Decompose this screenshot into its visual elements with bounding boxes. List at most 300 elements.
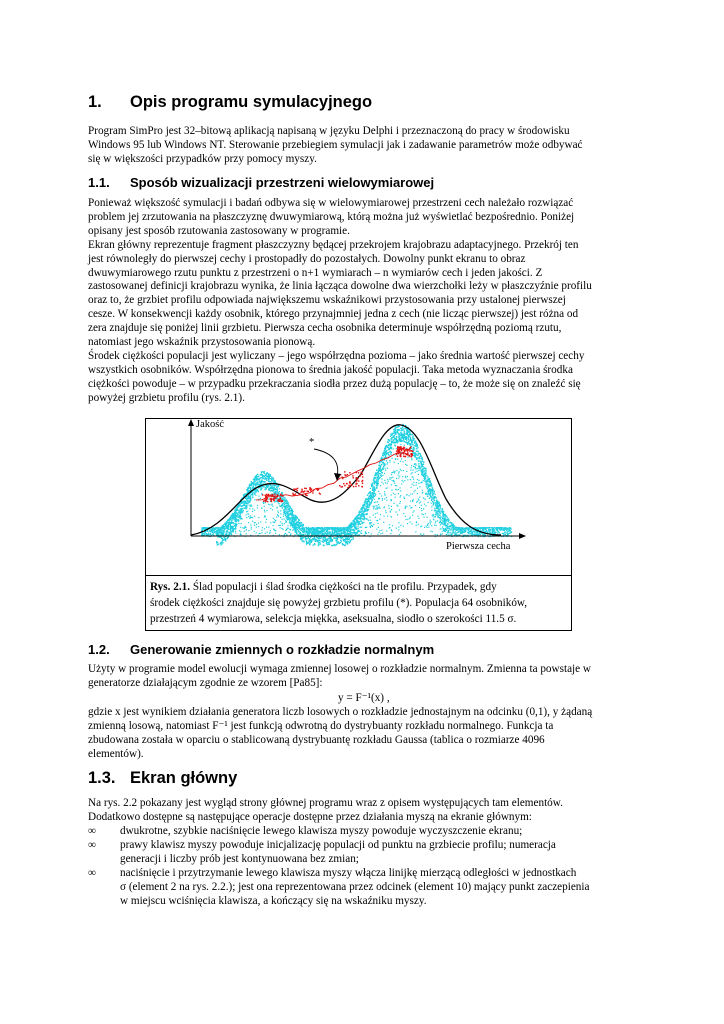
cloud-point bbox=[240, 534, 241, 535]
cloud-point bbox=[410, 494, 411, 495]
cloud-point bbox=[391, 474, 392, 475]
cloud-point bbox=[438, 514, 439, 515]
trail-point bbox=[405, 449, 406, 450]
cloud-point bbox=[426, 527, 427, 528]
cloud-point bbox=[317, 540, 318, 541]
trail-point bbox=[280, 494, 281, 495]
cloud-point bbox=[393, 472, 394, 473]
cloud-point bbox=[434, 508, 435, 509]
section-1-2-title: Generowanie zmiennych o rozkładzie normalnym bbox=[130, 642, 435, 657]
cloud-point bbox=[427, 525, 428, 526]
cloud-point bbox=[369, 505, 370, 506]
cloud-point bbox=[227, 528, 228, 529]
cloud-point bbox=[415, 465, 416, 466]
cloud-point bbox=[224, 528, 225, 529]
cloud-point bbox=[406, 494, 407, 495]
cloud-point bbox=[343, 533, 344, 534]
cloud-point bbox=[340, 531, 341, 532]
cloud-point bbox=[381, 479, 382, 480]
cloud-point bbox=[286, 516, 287, 517]
cloud-point bbox=[430, 482, 431, 483]
cloud-point bbox=[381, 495, 382, 496]
cloud-point bbox=[300, 528, 301, 529]
cloud-point bbox=[463, 527, 464, 528]
cloud-point bbox=[410, 444, 411, 445]
trail-point bbox=[356, 478, 357, 479]
trail-point bbox=[362, 483, 363, 484]
cloud-point bbox=[422, 472, 423, 473]
trail-point bbox=[306, 488, 307, 489]
cloud-point bbox=[283, 511, 284, 512]
cloud-point bbox=[353, 529, 354, 530]
cloud-point bbox=[505, 532, 506, 533]
cloud-point bbox=[267, 532, 268, 533]
cloud-point bbox=[330, 534, 331, 535]
cloud-point bbox=[417, 479, 418, 480]
trail-point bbox=[300, 492, 301, 493]
cloud-point bbox=[378, 504, 379, 505]
cloud-point bbox=[409, 443, 410, 444]
cloud-point bbox=[255, 491, 256, 492]
cloud-point bbox=[246, 508, 247, 509]
cloud-point bbox=[435, 516, 436, 517]
cloud-point bbox=[431, 525, 432, 526]
cloud-point bbox=[399, 471, 400, 472]
cloud-point bbox=[235, 531, 236, 532]
trail-point bbox=[404, 451, 405, 452]
cloud-point bbox=[386, 500, 387, 501]
trail-point bbox=[403, 456, 404, 457]
cloud-point bbox=[268, 477, 269, 478]
cloud-point bbox=[341, 540, 342, 541]
cloud-point bbox=[235, 511, 236, 512]
section-1-paragraph bbox=[88, 125, 640, 167]
cloud-point bbox=[299, 522, 300, 523]
cloud-point bbox=[383, 462, 384, 463]
cloud-point bbox=[284, 513, 285, 514]
cloud-point bbox=[222, 542, 223, 543]
cloud-point bbox=[375, 477, 376, 478]
figure-2-1 bbox=[145, 418, 572, 631]
cloud-point bbox=[385, 482, 386, 483]
cloud-point bbox=[384, 465, 385, 466]
cloud-point bbox=[383, 455, 384, 456]
cloud-point bbox=[300, 524, 301, 525]
cloud-point bbox=[284, 523, 285, 524]
cloud-point bbox=[441, 508, 442, 509]
cloud-point bbox=[435, 494, 436, 495]
text-line: oraz to, że grzbiet profilu odpowiada największemu wskaźnikowi przystosowania przy ustalonej pierwszej bbox=[88, 294, 566, 307]
cloud-point bbox=[259, 478, 260, 479]
cloud-point bbox=[355, 517, 356, 518]
cloud-point bbox=[396, 470, 397, 471]
cloud-point bbox=[500, 527, 501, 528]
cloud-point bbox=[284, 506, 285, 507]
cloud-point bbox=[202, 529, 203, 530]
cloud-point bbox=[286, 528, 287, 529]
cloud-point bbox=[437, 534, 438, 535]
cloud-point bbox=[418, 480, 419, 481]
cloud-point bbox=[390, 454, 391, 455]
cloud-point bbox=[480, 528, 481, 529]
trail-point bbox=[304, 491, 305, 492]
cloud-point bbox=[294, 525, 295, 526]
cloud-point bbox=[503, 530, 504, 531]
cloud-point bbox=[442, 517, 443, 518]
text-line: elementów). bbox=[88, 747, 144, 760]
cloud-point bbox=[463, 532, 464, 533]
cloud-point bbox=[394, 435, 395, 436]
trail-point bbox=[339, 485, 340, 486]
cloud-point bbox=[441, 522, 442, 523]
cloud-point bbox=[364, 508, 365, 509]
cloud-point bbox=[225, 534, 226, 535]
cloud-point bbox=[438, 506, 439, 507]
trail-point bbox=[361, 481, 362, 482]
cloud-point bbox=[416, 451, 417, 452]
cloud-point bbox=[374, 499, 375, 500]
cloud-point bbox=[455, 527, 456, 528]
cloud-point bbox=[415, 441, 416, 442]
cloud-point bbox=[258, 517, 259, 518]
cloud-point bbox=[423, 508, 424, 509]
cloud-point bbox=[416, 448, 417, 449]
cloud-point bbox=[266, 474, 267, 475]
cloud-point bbox=[452, 532, 453, 533]
trail-point bbox=[306, 495, 307, 496]
cloud-point bbox=[241, 523, 242, 524]
trail-point bbox=[297, 490, 298, 491]
cloud-point bbox=[373, 491, 374, 492]
cloud-point bbox=[332, 534, 333, 535]
cloud-point bbox=[362, 511, 363, 512]
cloud-point bbox=[420, 526, 421, 527]
cloud-point bbox=[290, 533, 291, 534]
trail-point bbox=[356, 483, 357, 484]
cloud-point bbox=[283, 514, 284, 515]
cloud-point bbox=[385, 468, 386, 469]
cloud-point bbox=[442, 527, 443, 528]
cloud-point bbox=[417, 457, 418, 458]
cloud-point bbox=[387, 441, 388, 442]
cloud-point bbox=[217, 533, 218, 534]
cloud-point bbox=[305, 527, 306, 528]
cloud-point bbox=[356, 519, 357, 520]
cloud-point bbox=[449, 522, 450, 523]
cloud-point bbox=[378, 527, 379, 528]
cloud-point bbox=[438, 517, 439, 518]
cloud-point bbox=[259, 533, 260, 534]
cloud-point bbox=[457, 532, 458, 533]
cloud-point bbox=[443, 518, 444, 519]
cloud-point bbox=[411, 459, 412, 460]
cloud-point bbox=[474, 531, 475, 532]
cloud-point bbox=[244, 493, 245, 494]
cloud-point bbox=[323, 545, 324, 546]
trail-point bbox=[400, 456, 401, 457]
list-item bbox=[88, 825, 648, 839]
cloud-point bbox=[277, 510, 278, 511]
trail-point bbox=[262, 494, 263, 495]
cloud-point bbox=[239, 515, 240, 516]
text-line: σ (element 2 na rys. 2.2.); jest ona reprezentowana przez odcinek (element 10) mający punkt zaczepienia bbox=[120, 880, 590, 893]
cloud-point bbox=[399, 433, 400, 434]
cloud-point bbox=[423, 468, 424, 469]
section-1-2-paragraph-b bbox=[88, 706, 640, 762]
trail-point bbox=[410, 454, 411, 455]
cloud-point bbox=[469, 531, 470, 532]
cloud-point bbox=[286, 521, 287, 522]
cloud-point bbox=[306, 530, 307, 531]
cloud-point bbox=[416, 482, 417, 483]
cloud-point bbox=[314, 536, 315, 537]
cloud-point bbox=[408, 441, 409, 442]
cloud-point bbox=[444, 521, 445, 522]
cloud-point bbox=[222, 530, 223, 531]
cloud-point bbox=[497, 529, 498, 530]
cloud-point bbox=[387, 468, 388, 469]
cloud-point bbox=[290, 510, 291, 511]
cloud-point bbox=[440, 528, 441, 529]
cloud-point bbox=[394, 444, 395, 445]
cloud-point bbox=[293, 524, 294, 525]
cloud-point bbox=[433, 516, 434, 517]
text-line: Dodatkowo dostępne są następujące operacje dostępne przez działania myszą na ekranie głównym: bbox=[88, 810, 532, 823]
text-line: zera znajduje się poniżej linii grzbietu. Pierwsza cecha osobnika determinuje współrzędną poziomą rzutu, bbox=[88, 322, 562, 335]
infinity-bullet-icon: ∞ bbox=[88, 866, 96, 879]
cloud-point bbox=[290, 522, 291, 523]
cloud-point bbox=[316, 531, 317, 532]
cloud-point bbox=[298, 524, 299, 525]
cloud-point bbox=[497, 527, 498, 528]
cloud-point bbox=[391, 494, 392, 495]
cloud-point bbox=[205, 533, 206, 534]
cloud-point bbox=[252, 517, 253, 518]
cloud-point bbox=[376, 469, 377, 470]
cloud-point bbox=[256, 527, 257, 528]
cloud-point bbox=[370, 527, 371, 528]
cloud-point bbox=[393, 439, 394, 440]
cloud-point bbox=[398, 463, 399, 464]
cloud-point bbox=[347, 529, 348, 530]
cloud-point bbox=[431, 506, 432, 507]
cloud-point bbox=[348, 525, 349, 526]
cloud-point bbox=[325, 537, 326, 538]
cloud-point bbox=[315, 529, 316, 530]
cloud-point bbox=[285, 497, 286, 498]
trail-point bbox=[265, 500, 266, 501]
cloud-point bbox=[420, 468, 421, 469]
cloud-point bbox=[306, 542, 307, 543]
cloud-point bbox=[275, 485, 276, 486]
cloud-point bbox=[283, 516, 284, 517]
cloud-point bbox=[396, 505, 397, 506]
cloud-point bbox=[257, 489, 258, 490]
cloud-point bbox=[365, 511, 366, 512]
cloud-point bbox=[326, 531, 327, 532]
cloud-point bbox=[407, 442, 408, 443]
cloud-point bbox=[441, 519, 442, 520]
cloud-point bbox=[217, 532, 218, 533]
cloud-point bbox=[418, 453, 419, 454]
cloud-point bbox=[242, 527, 243, 528]
cloud-point bbox=[433, 503, 434, 504]
cloud-point bbox=[322, 538, 323, 539]
cloud-point bbox=[398, 493, 399, 494]
cloud-point bbox=[270, 488, 271, 489]
cloud-point bbox=[391, 500, 392, 501]
cloud-point bbox=[286, 500, 287, 501]
cloud-point bbox=[359, 523, 360, 524]
cloud-point bbox=[432, 497, 433, 498]
cloud-point bbox=[277, 490, 278, 491]
cloud-point bbox=[377, 481, 378, 482]
cloud-point bbox=[327, 538, 328, 539]
cloud-point bbox=[372, 483, 373, 484]
cloud-point bbox=[327, 529, 328, 530]
cloud-point bbox=[368, 532, 369, 533]
cloud-point bbox=[329, 543, 330, 544]
cloud-point bbox=[460, 529, 461, 530]
cloud-point bbox=[231, 532, 232, 533]
cloud-point bbox=[394, 483, 395, 484]
cloud-point bbox=[393, 448, 394, 449]
cloud-point bbox=[308, 542, 309, 543]
cloud-point bbox=[373, 515, 374, 516]
cloud-point bbox=[336, 544, 337, 545]
cloud-point bbox=[478, 534, 479, 535]
cloud-point bbox=[399, 476, 400, 477]
cloud-point bbox=[439, 515, 440, 516]
trail-point bbox=[267, 501, 268, 502]
cloud-point bbox=[282, 504, 283, 505]
cloud-point bbox=[412, 436, 413, 437]
cloud-point bbox=[352, 532, 353, 533]
cloud-point bbox=[256, 532, 257, 533]
cloud-point bbox=[236, 513, 237, 514]
text-line: Ekran główny reprezentuje fragment płaszczyzny będącej przekrojem krajobrazu adaptacyjnego. Przekrój ten bbox=[88, 238, 579, 251]
cloud-point bbox=[380, 533, 381, 534]
cloud-point bbox=[434, 493, 435, 494]
cloud-point bbox=[374, 481, 375, 482]
trail-point bbox=[403, 448, 404, 449]
cloud-point bbox=[302, 526, 303, 527]
cloud-point bbox=[451, 523, 452, 524]
cloud-point bbox=[384, 516, 385, 517]
cloud-point bbox=[416, 522, 417, 523]
cloud-point bbox=[251, 527, 252, 528]
trail-point bbox=[280, 500, 281, 501]
cloud-point bbox=[225, 540, 226, 541]
cloud-point bbox=[338, 530, 339, 531]
cloud-point bbox=[458, 534, 459, 535]
cloud-point bbox=[455, 531, 456, 532]
cloud-point bbox=[300, 538, 301, 539]
cloud-point bbox=[455, 529, 456, 530]
trail-point bbox=[345, 475, 346, 476]
trail-point bbox=[280, 497, 281, 498]
cloud-point bbox=[400, 490, 401, 491]
cloud-point bbox=[282, 523, 283, 524]
cloud-point bbox=[203, 527, 204, 528]
cloud-point bbox=[408, 436, 409, 437]
cloud-point bbox=[201, 534, 202, 535]
cloud-point bbox=[484, 534, 485, 535]
cloud-point bbox=[331, 540, 332, 541]
trail-point bbox=[344, 471, 345, 472]
cloud-point bbox=[376, 485, 377, 486]
cloud-point bbox=[432, 494, 433, 495]
cloud-point bbox=[419, 453, 420, 454]
cloud-point bbox=[268, 489, 269, 490]
cloud-point bbox=[410, 501, 411, 502]
cloud-point bbox=[393, 470, 394, 471]
cloud-point bbox=[419, 457, 420, 458]
cloud-point bbox=[232, 528, 233, 529]
cloud-point bbox=[371, 522, 372, 523]
cloud-point bbox=[503, 527, 504, 528]
cloud-point bbox=[382, 472, 383, 473]
text-line: wszystkich osobników. Współrzędna pionowa to średnia jakość populacji. Taka metoda wyznaczania środka bbox=[88, 363, 573, 376]
cloud-point bbox=[387, 483, 388, 484]
cloud-point bbox=[379, 532, 380, 533]
cloud-point bbox=[386, 445, 387, 446]
cloud-point bbox=[435, 496, 436, 497]
cloud-point bbox=[491, 527, 492, 528]
cloud-point bbox=[420, 456, 421, 457]
cloud-point bbox=[388, 455, 389, 456]
cloud-point bbox=[392, 458, 393, 459]
cloud-point bbox=[413, 510, 414, 511]
cloud-point bbox=[364, 500, 365, 501]
cloud-point bbox=[448, 521, 449, 522]
cloud-point bbox=[334, 545, 335, 546]
cloud-point bbox=[461, 528, 462, 529]
cloud-point bbox=[245, 498, 246, 499]
cloud-point bbox=[406, 465, 407, 466]
cloud-point bbox=[423, 464, 424, 465]
trail-point bbox=[346, 483, 347, 484]
text-line: dwukrotne, szybkie naciśnięcie lewego klawisza myszy powoduje wyczyszczenie ekranu; bbox=[120, 825, 523, 837]
cloud-point bbox=[421, 462, 422, 463]
cloud-point bbox=[273, 528, 274, 529]
cloud-point bbox=[422, 461, 423, 462]
cloud-point bbox=[408, 457, 409, 458]
cloud-point bbox=[381, 530, 382, 531]
cloud-point bbox=[290, 514, 291, 515]
cloud-point bbox=[264, 506, 265, 507]
cloud-point bbox=[341, 530, 342, 531]
cloud-point bbox=[309, 534, 310, 535]
text-line: naciśnięcie i przytrzymanie lewego klawisza myszy włącza linijkę mierzącą odległości w jednostkach bbox=[120, 866, 577, 879]
cloud-point bbox=[404, 428, 405, 429]
cloud-point bbox=[417, 493, 418, 494]
cloud-point bbox=[419, 497, 420, 498]
cloud-point bbox=[412, 449, 413, 450]
cloud-point bbox=[395, 471, 396, 472]
cloud-point bbox=[418, 470, 419, 471]
cloud-point bbox=[263, 472, 264, 473]
cloud-point bbox=[298, 525, 299, 526]
cloud-point bbox=[325, 527, 326, 528]
cloud-point bbox=[396, 478, 397, 479]
cloud-point bbox=[249, 505, 250, 506]
cloud-point bbox=[347, 539, 348, 540]
cloud-point bbox=[351, 523, 352, 524]
cloud-point bbox=[295, 532, 296, 533]
cloud-point bbox=[254, 499, 255, 500]
cloud-point bbox=[429, 498, 430, 499]
